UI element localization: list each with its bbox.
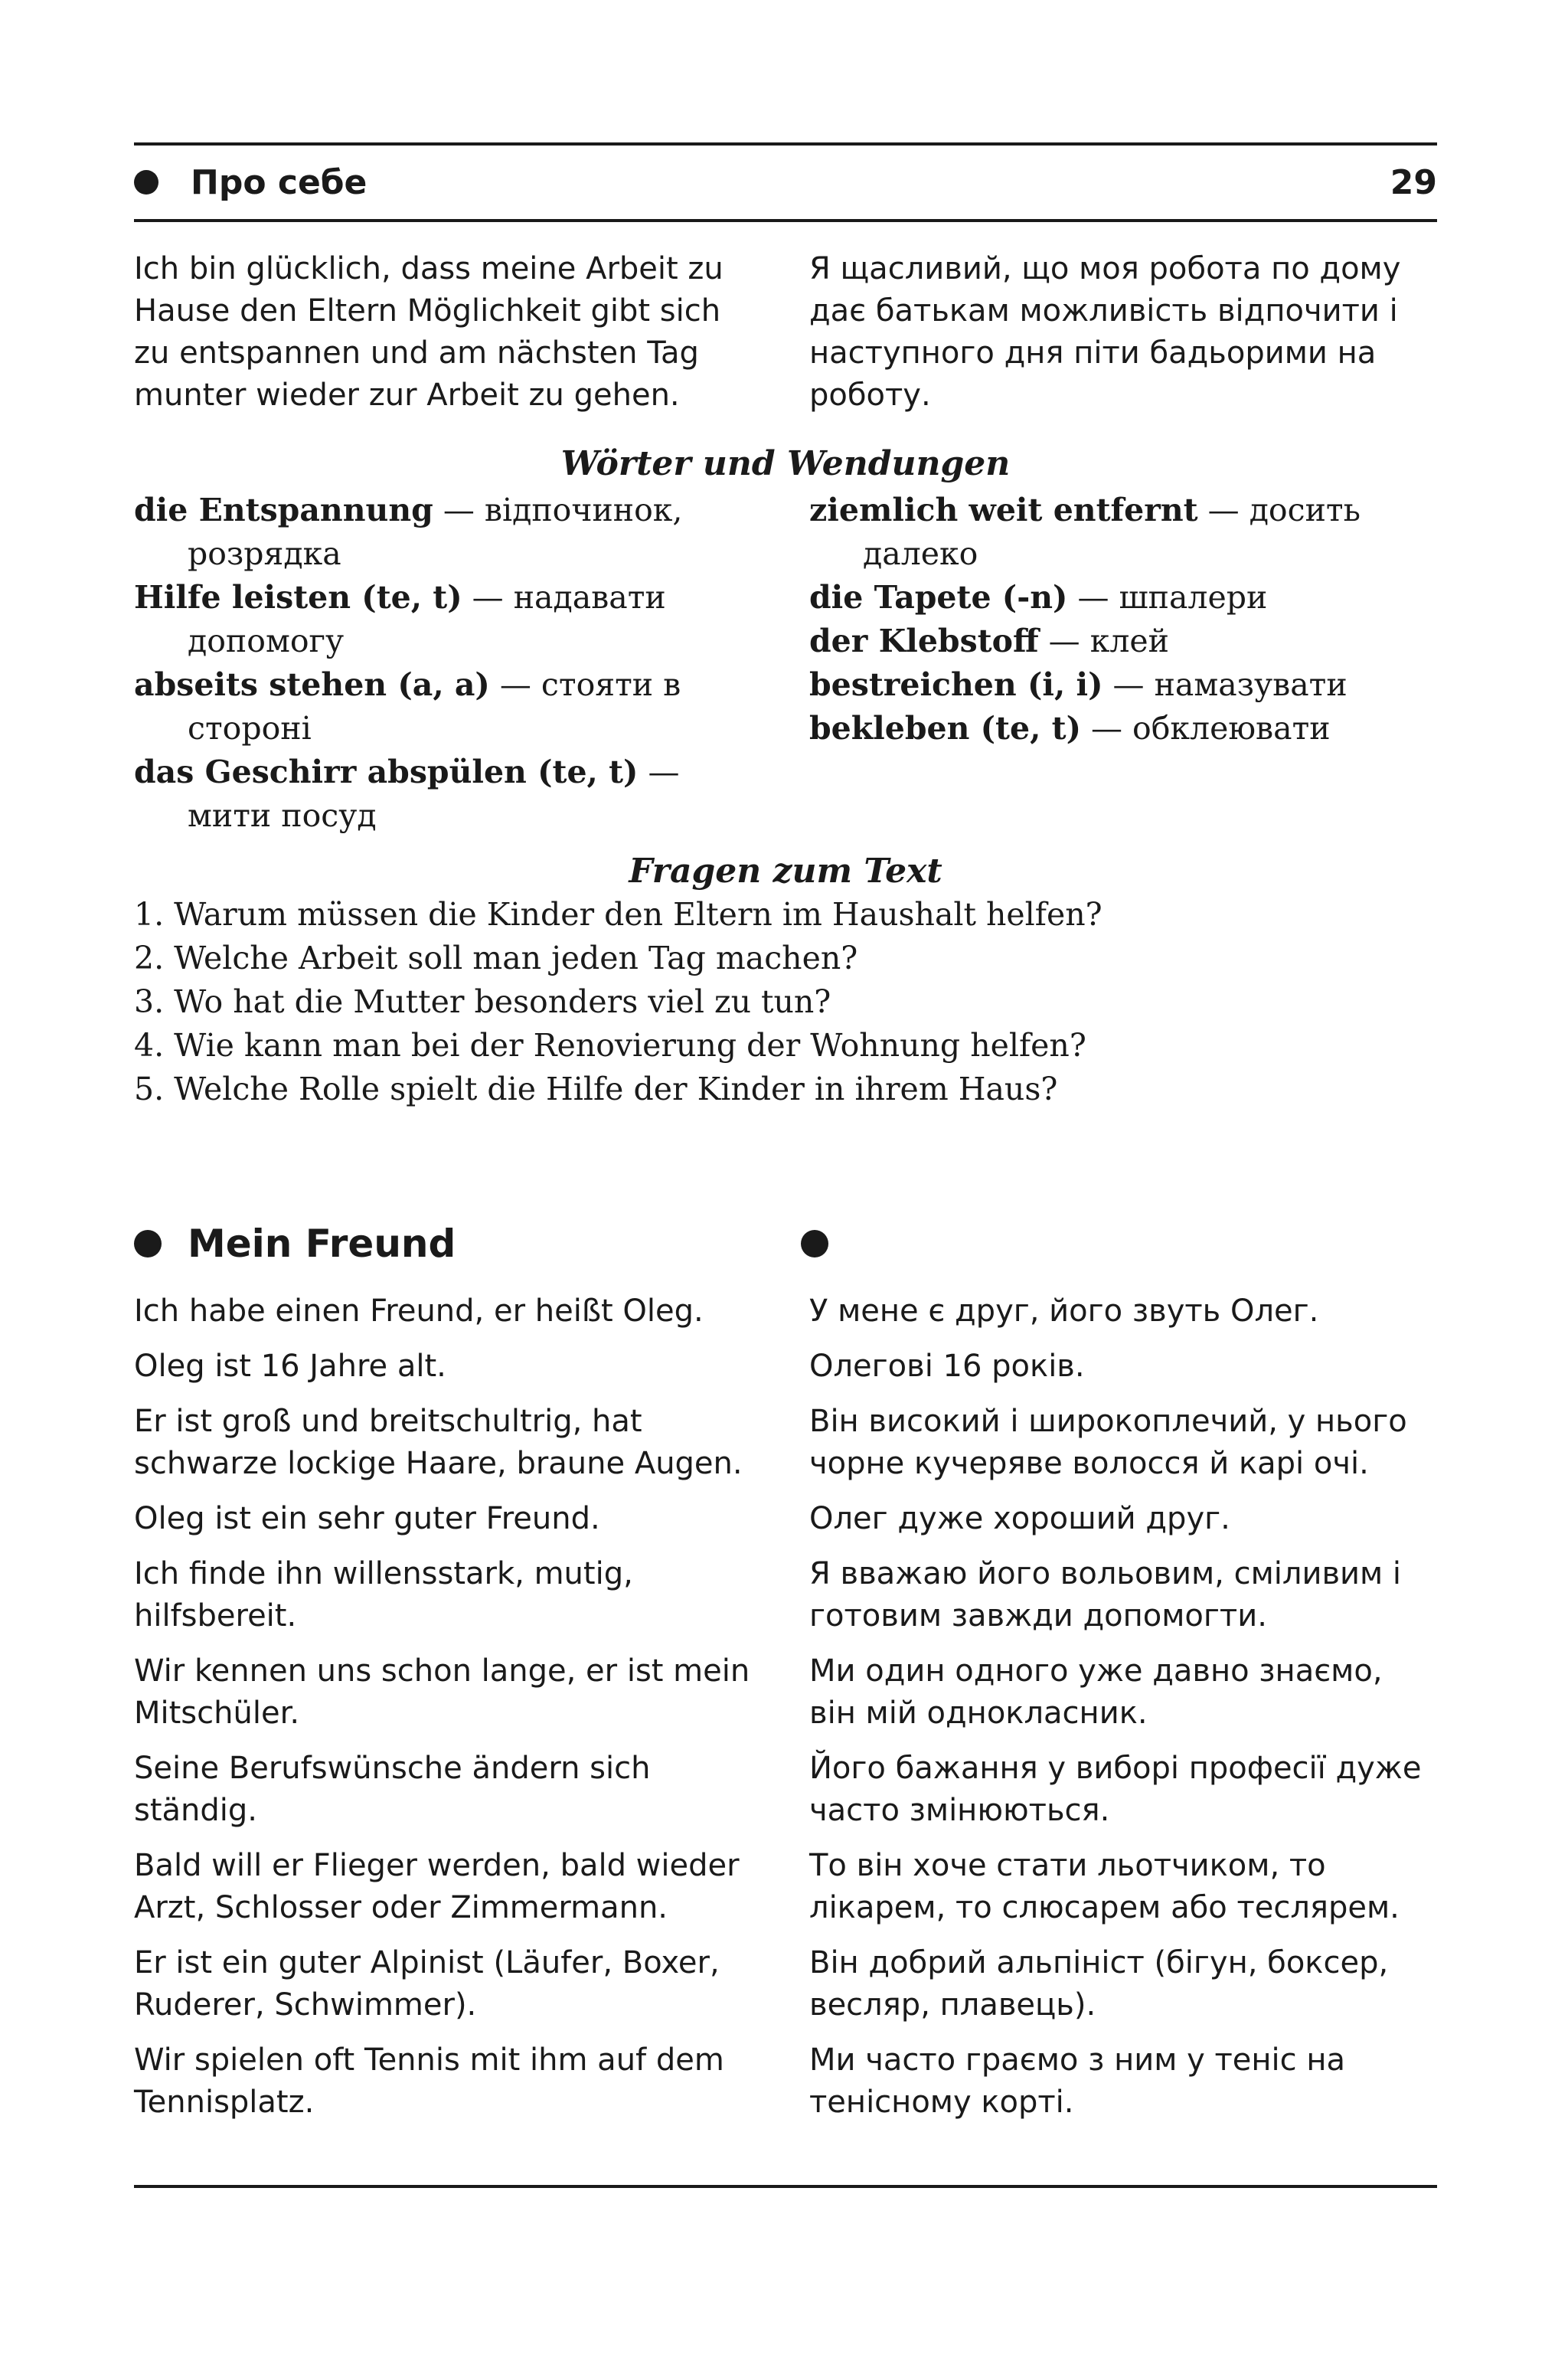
story-text bbox=[134, 1290, 1437, 2124]
intro-ukrainian: Я щасливий, що моя робота по дому дає батькам можливість відпочити і наступного дня піти бадьорими на роботу. bbox=[809, 251, 1401, 413]
bottom-rule bbox=[134, 2185, 1437, 2188]
story-german: Oleg ist 16 Jahre alt. bbox=[134, 1349, 446, 1384]
story-row bbox=[134, 2039, 1437, 2124]
vocab-translation: стояти в стороні bbox=[188, 666, 681, 747]
story-heading-left bbox=[134, 1222, 801, 1266]
story-row bbox=[134, 1650, 1437, 1735]
vocab-term: die Entspannung bbox=[134, 492, 433, 528]
question-item: 4. Wie kann man bei der Renovierung der Wohnung helfen? bbox=[134, 1027, 1086, 1064]
story-ukrainian: Його бажання у виборі професії дуже часто змінюються. bbox=[809, 1751, 1422, 1828]
story-title: Mein Freund bbox=[188, 1222, 456, 1266]
vocab-term: die Tapete (-n) bbox=[809, 579, 1068, 616]
vocab-term: bekleben (te, t) bbox=[809, 710, 1081, 747]
story-row bbox=[134, 1553, 1437, 1637]
intro-paragraph bbox=[134, 248, 1437, 417]
vocab-translation: відпочинок, розрядка bbox=[188, 492, 683, 572]
questions-list bbox=[134, 893, 1437, 1111]
question-item: 2. Welche Arbeit soll man jeden Tag machen? bbox=[134, 940, 858, 976]
bullet-icon bbox=[801, 1230, 828, 1257]
story-row bbox=[134, 1290, 1437, 1333]
vocab-entry: der Klebstoff — клей bbox=[809, 623, 1169, 659]
story-row bbox=[134, 1845, 1437, 1929]
vocab-entry: abseits stehen (a, a) — стояти в стороні bbox=[134, 666, 681, 747]
vocab-right-column bbox=[809, 489, 1437, 838]
story-ukrainian: Олегові 16 років. bbox=[809, 1349, 1085, 1384]
vocab-entry: bekleben (te, t) — обклеювати bbox=[809, 710, 1331, 747]
story-german: Oleg ist ein sehr guter Freund. bbox=[134, 1501, 600, 1536]
vocab-term: der Klebstoff bbox=[809, 623, 1039, 659]
story-heading bbox=[134, 1217, 1437, 1271]
story-ukrainian: Він добрий альпініст (бігун, боксер, весляр, плавець). bbox=[809, 1945, 1389, 2023]
story-ukrainian: У мене є друг, його звуть Олег. bbox=[809, 1293, 1319, 1329]
story-row bbox=[134, 1498, 1437, 1540]
vocab-entry: die Tapete (-n) — шпалери bbox=[809, 579, 1268, 616]
story-row bbox=[134, 1346, 1437, 1388]
vocab-translation: досить далеко bbox=[863, 492, 1361, 572]
story-german: Er ist ein guter Alpinist (Läufer, Boxer, Ruderer, Schwimmer). bbox=[134, 1945, 720, 2023]
vocab-term: bestreichen (i, i) bbox=[809, 666, 1103, 703]
story-row bbox=[134, 1748, 1437, 1832]
question-item: 3. Wo hat die Mutter besonders viel zu tun? bbox=[134, 983, 831, 1020]
vocab-title: Wörter und Wendungen bbox=[560, 444, 1011, 483]
story-ukrainian: Я вважаю його вольовим, сміливим і готовим завжди допомогти. bbox=[809, 1556, 1402, 1634]
story-ukrainian: Олег дуже хороший друг. bbox=[809, 1501, 1230, 1536]
bullet-icon bbox=[134, 1230, 162, 1257]
story-ukrainian: Ми один одного уже давно знаємо, він мій однокласник. bbox=[809, 1653, 1383, 1731]
vocab-translation: шпалери bbox=[1119, 579, 1268, 616]
vocab-entry: die Entspannung — відпочинок, розрядка bbox=[134, 492, 683, 572]
story-row bbox=[134, 1942, 1437, 2026]
story-german: Er ist groß und breitschultrig, hat schwarze lockige Haare, braune Augen. bbox=[134, 1404, 743, 1481]
book-page bbox=[134, 142, 1437, 2137]
vocab-translation: намазувати bbox=[1154, 666, 1348, 703]
page-number: 29 bbox=[1390, 162, 1437, 202]
vocab-translation: мити посуд bbox=[188, 797, 377, 834]
story-ukrainian: То він хоче стати льотчиком, то лікарем, то слюсарем або теслярем. bbox=[809, 1848, 1400, 1925]
header-rule bbox=[134, 219, 1437, 222]
vocab-translation: надавати допомогу bbox=[188, 579, 666, 659]
vocab-entry: bestreichen (i, i) — намазувати bbox=[809, 666, 1348, 703]
section-title: Про себе bbox=[191, 162, 368, 202]
vocab-entry: das Geschirr abspülen (te, t) — мити посуд bbox=[134, 754, 680, 834]
running-header bbox=[134, 146, 1437, 219]
vocab-left-column bbox=[134, 489, 762, 838]
vocab-list bbox=[134, 489, 1437, 838]
story-ukrainian: Ми часто граємо з ним у теніс на тенісному корті. bbox=[809, 2042, 1346, 2120]
intro-german: Ich bin glücklich, dass meine Arbeit zu Hause den Eltern Möglichkeit gibt sich zu entspannen und am nächsten Tag munter wieder zur Arbeit zu gehen. bbox=[134, 251, 724, 413]
bullet-icon bbox=[134, 170, 158, 195]
story-german: Wir spielen oft Tennis mit ihm auf dem Tennisplatz. bbox=[134, 2042, 724, 2120]
vocab-entry: Hilfe leisten (te, t) — надавати допомогу bbox=[134, 579, 666, 659]
story-german: Ich habe einen Freund, er heißt Oleg. bbox=[134, 1293, 704, 1329]
story-row bbox=[134, 1401, 1437, 1485]
vocab-term: das Geschirr abspülen (te, t) bbox=[134, 754, 639, 790]
story-german: Ich finde ihn willensstark, mutig, hilfsbereit. bbox=[134, 1556, 633, 1634]
vocab-translation: клей bbox=[1089, 623, 1169, 659]
vocab-term: abseits stehen (a, a) bbox=[134, 666, 490, 703]
vocab-term: Hilfe leisten (te, t) bbox=[134, 579, 462, 616]
vocab-translation: обклеювати bbox=[1132, 710, 1331, 747]
story-german: Wir kennen uns schon lange, er ist mein Mitschüler. bbox=[134, 1653, 750, 1731]
header-left bbox=[134, 163, 367, 202]
questions-title: Fragen zum Text bbox=[629, 852, 942, 891]
question-item: 5. Welche Rolle spielt die Hilfe der Kinder in ihrem Haus? bbox=[134, 1071, 1058, 1107]
question-item: 1. Warum müssen die Kinder den Eltern im Haushalt helfen? bbox=[134, 896, 1102, 933]
story-german: Bald will er Flieger werden, bald wieder Arzt, Schlosser oder Zimmermann. bbox=[134, 1848, 740, 1925]
story-ukrainian: Він високий і широкоплечий, у нього чорне кучеряве волосся й карі очі. bbox=[809, 1404, 1407, 1481]
vocab-term: ziemlich weit entfernt bbox=[809, 492, 1198, 528]
vocab-entry: ziemlich weit entfernt — досить далеко bbox=[809, 492, 1361, 572]
story-german: Seine Berufswünsche ändern sich ständig. bbox=[134, 1751, 651, 1828]
